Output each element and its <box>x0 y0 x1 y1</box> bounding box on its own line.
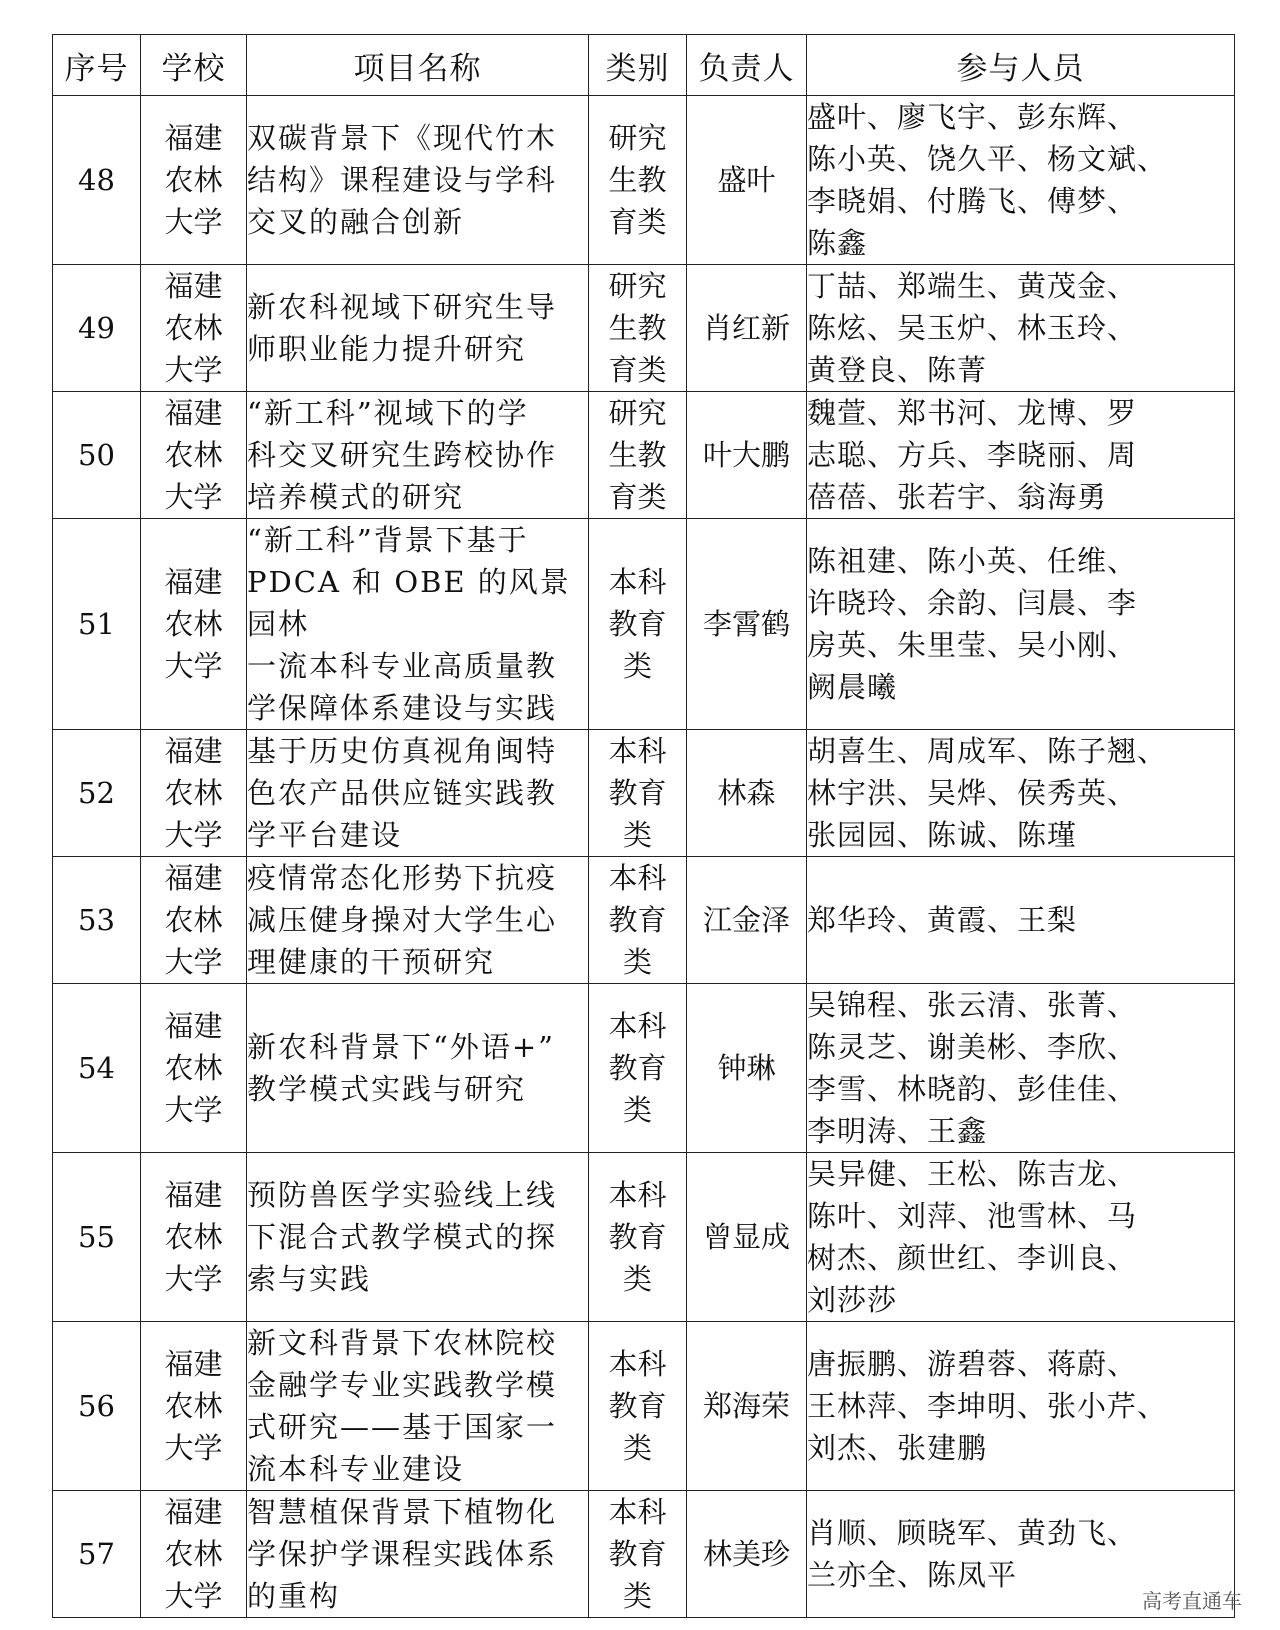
serial-cell <box>53 984 141 1153</box>
category-cell-text: 本科 教育 类 <box>608 1495 667 1613</box>
participants-cell-text: 胡喜生、周成军、陈子翘、 林宇洪、吴烨、侯秀英、 张园园、陈诚、陈瑾 <box>807 734 1168 852</box>
project-name-cell-text: 新文科背景下农林院校 金融学专业实践教学模 式研究——基于国家一 流本科专业建设 <box>247 1326 558 1486</box>
category-cell <box>589 1322 687 1491</box>
leader-cell-text: 林森 <box>717 776 776 810</box>
leader-cell-text: 郑海荣 <box>702 1389 790 1423</box>
header-serial: 序号 <box>53 35 141 96</box>
school-cell <box>141 1153 247 1322</box>
serial-cell-text: 56 <box>78 1389 115 1423</box>
project-name-cell <box>247 857 589 984</box>
table-row <box>53 857 1235 984</box>
leader-cell-text: 叶大鹏 <box>702 438 790 472</box>
leader-cell-text: 林美珍 <box>702 1537 790 1571</box>
project-name-cell <box>247 730 589 857</box>
header-project-name: 项目名称 <box>247 35 589 96</box>
header-category: 类别 <box>589 35 687 96</box>
participants-cell-text: 吴异健、王松、陈吉龙、 陈叶、刘萍、池雪林、马 树杰、颜世红、李训良、 刘莎莎 <box>807 1157 1138 1317</box>
project-name-cell-text: 基于历史仿真视角闽特 色农产品供应链实践教 学平台建设 <box>247 734 558 852</box>
serial-cell-text: 48 <box>78 163 115 197</box>
serial-cell-text: 54 <box>78 1051 115 1085</box>
serial-cell <box>53 1491 141 1618</box>
header-row <box>53 35 1235 96</box>
table-header <box>53 35 1235 96</box>
school-cell-text: 福建 农林 大学 <box>164 565 223 683</box>
leader-cell <box>687 1322 807 1491</box>
category-cell-text: 研究 生教 育类 <box>608 121 667 239</box>
school-cell <box>141 96 247 265</box>
table-row <box>53 96 1235 265</box>
serial-cell-text: 57 <box>78 1537 115 1571</box>
participants-cell <box>807 984 1235 1153</box>
school-cell <box>141 857 247 984</box>
category-cell <box>589 392 687 519</box>
category-cell <box>589 1153 687 1322</box>
participants-cell <box>807 265 1235 392</box>
serial-cell <box>53 96 141 265</box>
project-name-cell-text: 智慧植保背景下植物化 学保护学课程实践体系 的重构 <box>247 1495 558 1613</box>
category-cell-text: 研究 生教 育类 <box>608 269 667 387</box>
category-cell-text: 本科 教育 类 <box>608 565 667 683</box>
header-leader: 负责人 <box>687 35 807 96</box>
school-cell-text: 福建 农林 大学 <box>164 1347 223 1465</box>
project-name-cell <box>247 1491 589 1618</box>
participants-cell <box>807 1322 1235 1491</box>
participants-cell <box>807 96 1235 265</box>
school-cell-text: 福建 农林 大学 <box>164 396 223 514</box>
project-name-cell-text: 疫情常态化形势下抗疫 减压健身操对大学生心 理健康的干预研究 <box>247 861 558 979</box>
participants-cell-text: 盛叶、廖飞宇、彭东辉、 陈小英、饶久平、杨文斌、 李晓娟、付腾飞、傅梦、 陈鑫 <box>807 100 1168 260</box>
category-cell-text: 本科 教育 类 <box>608 1009 667 1127</box>
serial-cell-text: 51 <box>78 607 115 641</box>
school-cell-text: 福建 农林 大学 <box>164 121 223 239</box>
table-row <box>53 1322 1235 1491</box>
leader-cell <box>687 1153 807 1322</box>
school-cell <box>141 392 247 519</box>
school-cell <box>141 730 247 857</box>
project-name-cell-text: 新农科背景下“外语+” 教学模式实践与研究 <box>247 1030 555 1106</box>
school-cell-text: 福建 农林 大学 <box>164 1495 223 1613</box>
school-cell <box>141 265 247 392</box>
watermark: 高考直通车 <box>1142 1589 1242 1613</box>
table-row <box>53 392 1235 519</box>
table-body <box>53 96 1235 1618</box>
category-cell <box>589 857 687 984</box>
serial-cell <box>53 392 141 519</box>
leader-cell-text: 李霄鹤 <box>702 607 790 641</box>
leader-cell-text: 盛叶 <box>717 163 776 197</box>
serial-cell <box>53 1153 141 1322</box>
serial-cell <box>53 1322 141 1491</box>
header-school: 学校 <box>141 35 247 96</box>
leader-cell <box>687 730 807 857</box>
leader-cell <box>687 1491 807 1618</box>
project-name-cell-text: 双碳背景下《现代竹木 结构》课程建设与学科 交叉的融合创新 <box>247 121 558 239</box>
category-cell <box>589 265 687 392</box>
participants-cell-text: 丁喆、郑端生、黄茂金、 陈炫、吴玉炉、林玉玲、 黄登良、陈菁 <box>807 269 1138 387</box>
leader-cell <box>687 265 807 392</box>
serial-cell-text: 55 <box>78 1220 115 1254</box>
leader-cell <box>687 96 807 265</box>
school-cell-text: 福建 农林 大学 <box>164 861 223 979</box>
school-cell-text: 福建 农林 大学 <box>164 1178 223 1296</box>
participants-cell-text: 吴锦程、张云清、张菁、 陈灵芝、谢美彬、李欣、 李雪、林晓韵、彭佳佳、 李明涛、王鑫 <box>807 988 1138 1148</box>
project-name-cell <box>247 1322 589 1491</box>
school-cell-text: 福建 农林 大学 <box>164 734 223 852</box>
school-cell-text: 福建 农林 大学 <box>164 1009 223 1127</box>
project-name-cell <box>247 265 589 392</box>
leader-cell <box>687 984 807 1153</box>
category-cell-text: 本科 教育 类 <box>608 734 667 852</box>
participants-cell-text: 唐振鹏、游碧蓉、蒋蔚、 王林萍、李坤明、张小芹、 刘杰、张建鹏 <box>807 1347 1168 1465</box>
category-cell <box>589 519 687 730</box>
category-cell <box>589 984 687 1153</box>
leader-cell <box>687 392 807 519</box>
leader-cell <box>687 857 807 984</box>
serial-cell <box>53 265 141 392</box>
table-row <box>53 730 1235 857</box>
participants-cell <box>807 392 1235 519</box>
leader-cell-text: 曾显成 <box>702 1220 790 1254</box>
leader-cell-text: 钟琳 <box>717 1051 776 1085</box>
table-row <box>53 1491 1235 1618</box>
participants-cell <box>807 857 1235 984</box>
project-name-cell-text: 预防兽医学实验线上线 下混合式教学模式的探 索与实践 <box>247 1178 558 1296</box>
school-cell <box>141 1322 247 1491</box>
category-cell <box>589 730 687 857</box>
project-name-cell <box>247 519 589 730</box>
table-row <box>53 984 1235 1153</box>
project-name-cell <box>247 96 589 265</box>
participants-cell <box>807 1153 1235 1322</box>
participants-cell <box>807 519 1235 730</box>
leader-cell-text: 江金泽 <box>702 903 790 937</box>
category-cell-text: 本科 教育 类 <box>608 1347 667 1465</box>
leader-cell-text: 肖红新 <box>702 311 790 345</box>
project-name-cell <box>247 392 589 519</box>
participants-cell-text: 魏萱、郑书河、龙博、罗 志聪、方兵、李晓丽、周 蓓蓓、张若宇、翁海勇 <box>807 396 1138 514</box>
participants-cell <box>807 730 1235 857</box>
serial-cell-text: 50 <box>78 438 115 472</box>
category-cell-text: 本科 教育 类 <box>608 1178 667 1296</box>
table-row <box>53 519 1235 730</box>
project-name-cell <box>247 1153 589 1322</box>
category-cell-text: 研究 生教 育类 <box>608 396 667 514</box>
project-name-cell-text: “新工科”视域下的学 科交叉研究生跨校协作 培养模式的研究 <box>247 396 558 514</box>
project-table <box>52 34 1235 1618</box>
school-cell <box>141 984 247 1153</box>
school-cell <box>141 519 247 730</box>
school-cell-text: 福建 农林 大学 <box>164 269 223 387</box>
participants-cell-text: 肖顺、顾晓军、黄劲飞、 兰亦全、陈凤平 <box>807 1516 1138 1592</box>
serial-cell <box>53 857 141 984</box>
project-name-cell-text: “新工科”背景下基于 PDCA 和 OBE 的风景园林 一流本科专业高质量教 学保障体系建设与实践 <box>247 523 571 725</box>
participants-cell-text: 郑华玲、黄霞、王梨 <box>807 903 1078 937</box>
category-cell <box>589 96 687 265</box>
serial-cell <box>53 519 141 730</box>
header-participants: 参与人员 <box>807 35 1235 96</box>
table-row <box>53 265 1235 392</box>
table-row <box>53 1153 1235 1322</box>
category-cell-text: 本科 教育 类 <box>608 861 667 979</box>
project-name-cell-text: 新农科视域下研究生导 师职业能力提升研究 <box>247 290 558 366</box>
category-cell <box>589 1491 687 1618</box>
school-cell <box>141 1491 247 1618</box>
serial-cell-text: 53 <box>78 903 115 937</box>
participants-cell-text: 陈祖建、陈小英、任维、 许晓玲、余韵、闫晨、李 房英、朱里莹、吴小刚、 阙晨曦 <box>807 544 1138 704</box>
project-name-cell <box>247 984 589 1153</box>
serial-cell-text: 52 <box>78 776 115 810</box>
serial-cell <box>53 730 141 857</box>
leader-cell <box>687 519 807 730</box>
serial-cell-text: 49 <box>78 311 115 345</box>
